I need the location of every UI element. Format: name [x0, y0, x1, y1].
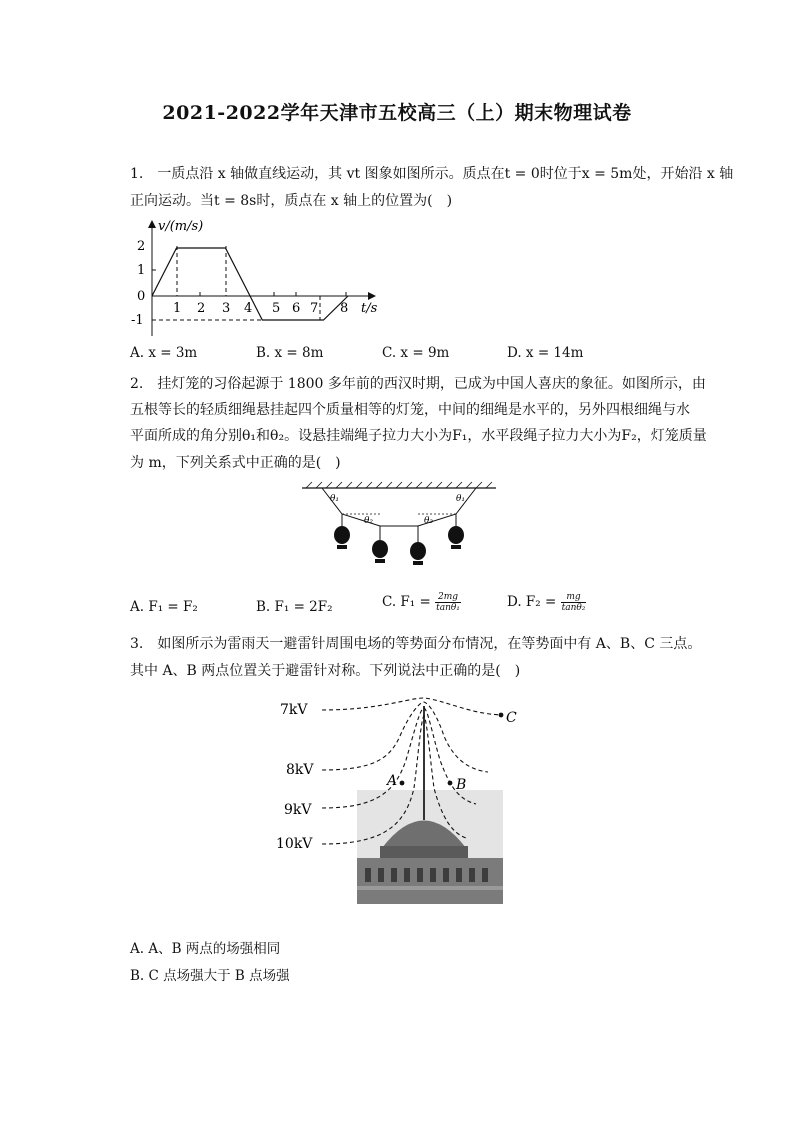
q2-option-d-prefix: D. F₂ = — [507, 594, 557, 610]
q1-xtick-3: 3 — [222, 301, 231, 316]
q3-equipotential-figure — [270, 688, 540, 906]
q2-theta2-right: θ₂ — [424, 516, 434, 526]
q3-building-roofline — [357, 886, 503, 890]
q3-label-8kv: 8kV — [286, 762, 314, 778]
q2-lantern-4 — [448, 526, 464, 549]
q2-lantern-1 — [334, 526, 350, 549]
q1-xtick-6: 6 — [292, 301, 301, 316]
q1-x-axis-arrow — [368, 292, 376, 300]
q2-option-d-denominator: tanθ₂ — [561, 603, 586, 613]
q3-building-drum — [380, 846, 468, 858]
q3-text-line1: 3. 如图所示为雷雨天一避雷针周围电场的等势面分布情况，在等势面中有 A、B、C 三点。 — [130, 636, 702, 652]
q2-option-d-fraction — [561, 592, 587, 613]
q1-option-a[interactable]: A. x = 3m — [130, 345, 198, 361]
q2-option-b[interactable]: B. F₁ = 2F₂ — [256, 599, 333, 615]
q1-xtick-1: 1 — [173, 301, 182, 316]
q2-text-line2: 五根等长的轻质细绳悬挂起四个质量相等的灯笼，中间的细绳是水平的，另外四根细绳与水 — [130, 402, 690, 418]
q2-text-line3: 平面所成的角分别θ₁和θ₂。设悬挂端绳子拉力大小为F₁，水平段绳子拉力大小为F₂，灯笼质量 — [130, 428, 707, 444]
q3-text-line2: 其中 A、B 两点位置关于避雷针对称。下列说法中正确的是( ) — [130, 663, 521, 679]
q1-xtick-7: 7 — [310, 301, 319, 316]
q1-text-line2: 正向运动。当t = 8s时，质点在 x 轴上的位置为( ) — [130, 193, 453, 209]
q3-point-b — [448, 781, 453, 786]
q3-point-c — [499, 713, 504, 718]
q2-option-c-denominator: tanθ₁ — [436, 603, 460, 613]
q3-label-a: A — [387, 773, 398, 789]
q2-ceiling-hatch — [306, 482, 492, 488]
q3-label-c: C — [506, 710, 517, 726]
q2-rope — [322, 488, 476, 526]
q2-option-a[interactable]: A. F₁ = F₂ — [130, 599, 198, 615]
q3-option-b[interactable]: B. C 点场强大于 B 点场强 — [130, 968, 290, 984]
q2-option-c[interactable] — [382, 592, 461, 613]
q2-text-line4: 为 m，下列关系式中正确的是( ) — [130, 455, 341, 471]
q2-option-d[interactable] — [507, 592, 586, 613]
q2-lantern-figure — [300, 480, 500, 568]
q3-equipotential-7kv — [322, 698, 502, 715]
q2-option-c-prefix: C. F₁ = — [382, 594, 431, 610]
q1-y-label: v/(m/s) — [158, 219, 204, 234]
q2-theta2-left: θ₂ — [364, 516, 374, 526]
q2-option-c-numerator: 2mg — [435, 592, 461, 603]
q3-label-10kv: 10kV — [276, 836, 313, 852]
q1-option-d[interactable]: D. x = 14m — [507, 345, 584, 361]
q1-ytick-1: 1 — [137, 263, 146, 278]
q2-option-c-fraction — [435, 592, 461, 613]
q1-ytick-0: 0 — [137, 289, 146, 304]
q1-xtick-2: 2 — [197, 301, 206, 316]
q3-label-7kv: 7kV — [280, 702, 308, 718]
q2-theta1-left: θ₁ — [330, 494, 340, 504]
q2-theta1-right: θ₁ — [456, 494, 466, 504]
q3-point-a — [400, 781, 405, 786]
q1-vt-graph — [128, 212, 388, 340]
q1-option-c[interactable]: C. x = 9m — [382, 345, 450, 361]
q1-y-axis-arrow — [148, 220, 156, 228]
q1-x-label: t/s — [361, 301, 378, 316]
q1-ytick-2: 2 — [137, 239, 146, 254]
page-title: 2021-2022学年天津市五校高三（上）期末物理试卷 — [162, 102, 632, 124]
q3-label-9kv: 9kV — [284, 802, 312, 818]
q2-lantern-2 — [372, 540, 388, 563]
q3-option-a[interactable]: A. A、B 两点的场强相同 — [130, 941, 281, 957]
q1-text-line1: 1. 一质点沿 x 轴做直线运动，其 vt 图象如图所示。质点在t = 0时位于x = 5m处，开始沿 x 轴 — [130, 166, 734, 182]
q3-equipotential-8kv — [322, 702, 488, 772]
q1-xtick-4: 4 — [244, 301, 253, 316]
q1-option-b[interactable]: B. x = 8m — [256, 345, 324, 361]
q1-ytick-neg1: -1 — [131, 313, 144, 328]
q2-option-d-numerator: mg — [561, 592, 587, 603]
q1-xtick-5: 5 — [272, 301, 281, 316]
q2-lantern-3 — [410, 542, 426, 565]
q2-text-line1: 2. 挂灯笼的习俗起源于 1800 多年前的西汉时期，已成为中国人喜庆的象征。如图所示，由 — [130, 376, 706, 392]
q3-label-b: B — [456, 777, 467, 793]
q1-xtick-8: 8 — [340, 301, 349, 316]
